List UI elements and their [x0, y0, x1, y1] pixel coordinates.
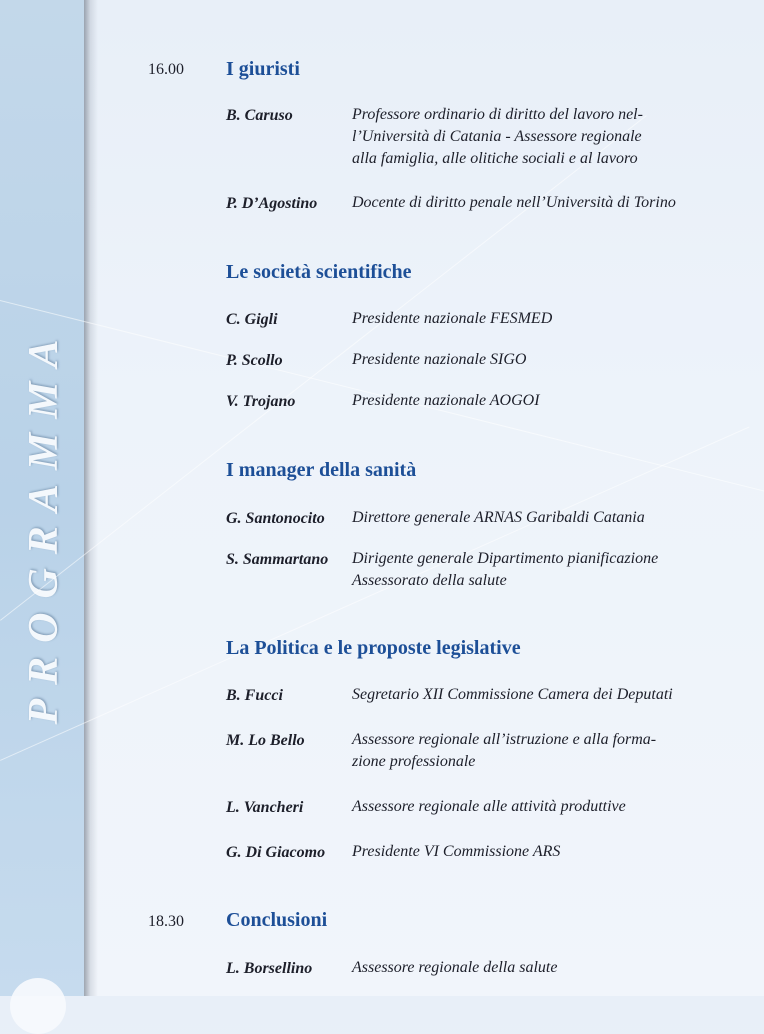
speaker-role [352, 507, 712, 529]
speaker-name: P. D’Agostino [226, 195, 318, 212]
role-line: Presidente nazionale AOGOI [352, 392, 540, 409]
speaker-name: S. Sammartano [226, 551, 329, 568]
section-heading: Conclusioni [226, 909, 328, 931]
speaker-role [352, 349, 712, 371]
speaker-role [352, 390, 712, 412]
speaker-role [352, 684, 712, 706]
role-line: Assessore regionale all’istruzione e alla forma- [352, 731, 657, 748]
speaker-name: V. Trojano [226, 393, 296, 410]
role-line: Presidente VI Commissione ARS [352, 843, 561, 860]
speaker-name: B. Caruso [226, 107, 293, 124]
role-line: Professore ordinario di diritto del lavoro nel- [352, 106, 643, 123]
role-line: Presidente nazionale FESMED [352, 310, 553, 327]
section-heading: La Politica e le proposte legislative [226, 637, 521, 659]
role-line: Dirigente generale Dipartimento pianificazione [352, 550, 659, 567]
time-label: 18.30 [148, 913, 184, 930]
speaker-name: M. Lo Bello [226, 732, 305, 749]
role-line: Presidente nazionale SIGO [352, 351, 527, 368]
speaker-role [352, 957, 712, 979]
section-heading: I manager della sanità [226, 459, 417, 481]
role-line: l’Università di Catania - Assessore regionale [352, 128, 642, 145]
speaker-role [352, 548, 712, 592]
speaker-role [352, 192, 712, 214]
speaker-role [352, 308, 712, 330]
speaker-name: G. Di Giacomo [226, 844, 326, 861]
section-heading: I giuristi [226, 58, 300, 80]
speaker-name: B. Fucci [226, 687, 283, 704]
section-heading: Le società scientifiche [226, 261, 412, 283]
speaker-role [352, 796, 712, 818]
speaker-role [352, 104, 712, 170]
role-line: Assessore regionale della salute [352, 959, 558, 976]
role-line: zione professionale [352, 753, 476, 770]
time-label: 16.00 [148, 61, 184, 78]
speaker-role [352, 841, 712, 863]
role-line: Assessorato della salute [352, 572, 507, 589]
speaker-name: P. Scollo [226, 352, 283, 369]
speaker-name: G. Santonocito [226, 510, 325, 527]
speaker-name: L. Vancheri [226, 799, 304, 816]
role-line: Assessore regionale alle attività produttive [352, 798, 626, 815]
speaker-name: C. Gigli [226, 311, 278, 328]
role-line: Segretario XII Commissione Camera dei Deputati [352, 686, 673, 703]
speaker-role [352, 729, 712, 773]
corner-circle-decoration [10, 978, 66, 1034]
sidebar-shadow [84, 0, 98, 996]
role-line: Docente di diritto penale nell’Università di Torino [352, 194, 676, 211]
role-line: Direttore generale ARNAS Garibaldi Catania [352, 509, 645, 526]
sidebar-title: PROGRAMMA [21, 325, 67, 725]
role-line: alla famiglia, alle olitiche sociali e al lavoro [352, 150, 638, 167]
speaker-name: L. Borsellino [226, 960, 313, 977]
